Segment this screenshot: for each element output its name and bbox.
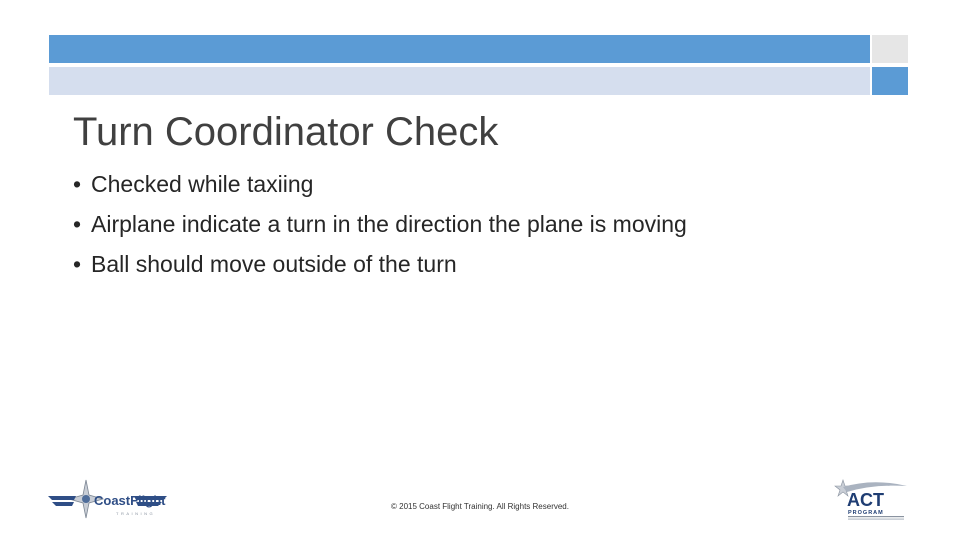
bullet-dot-icon: •: [73, 251, 82, 277]
bullet-item: [73, 208, 687, 248]
bullet-dot-icon: •: [73, 211, 82, 237]
slide-title: Turn Coordinator Check: [73, 110, 499, 154]
act-program-logo: [833, 478, 913, 522]
bullet-text: Ball should move outside of the turn: [91, 251, 457, 277]
bullet-list: [73, 168, 687, 288]
bullet-text: Checked while taxiing: [91, 171, 314, 197]
header-bar-second-side: [872, 67, 908, 95]
coastflight-logo: [46, 478, 170, 520]
logo-left-subtext: TRAINING: [116, 511, 156, 516]
header-bar-top: [49, 35, 870, 63]
bullet-item: [73, 168, 687, 208]
header-bar-top-side: [872, 35, 908, 63]
bullet-item: [73, 248, 687, 288]
logo-right-text: ACT: [847, 490, 884, 510]
bullet-dot-icon: •: [73, 171, 82, 197]
logo-left-text: CoastFlight: [94, 493, 166, 508]
copyright-footer: © 2015 Coast Flight Training. All Rights Reserved.: [391, 502, 569, 511]
bullet-text: Airplane indicate a turn in the direction the plane is moving: [91, 211, 687, 237]
logo-right-subtext: PROGRAM: [848, 510, 884, 516]
header-bar-second: [49, 67, 870, 95]
